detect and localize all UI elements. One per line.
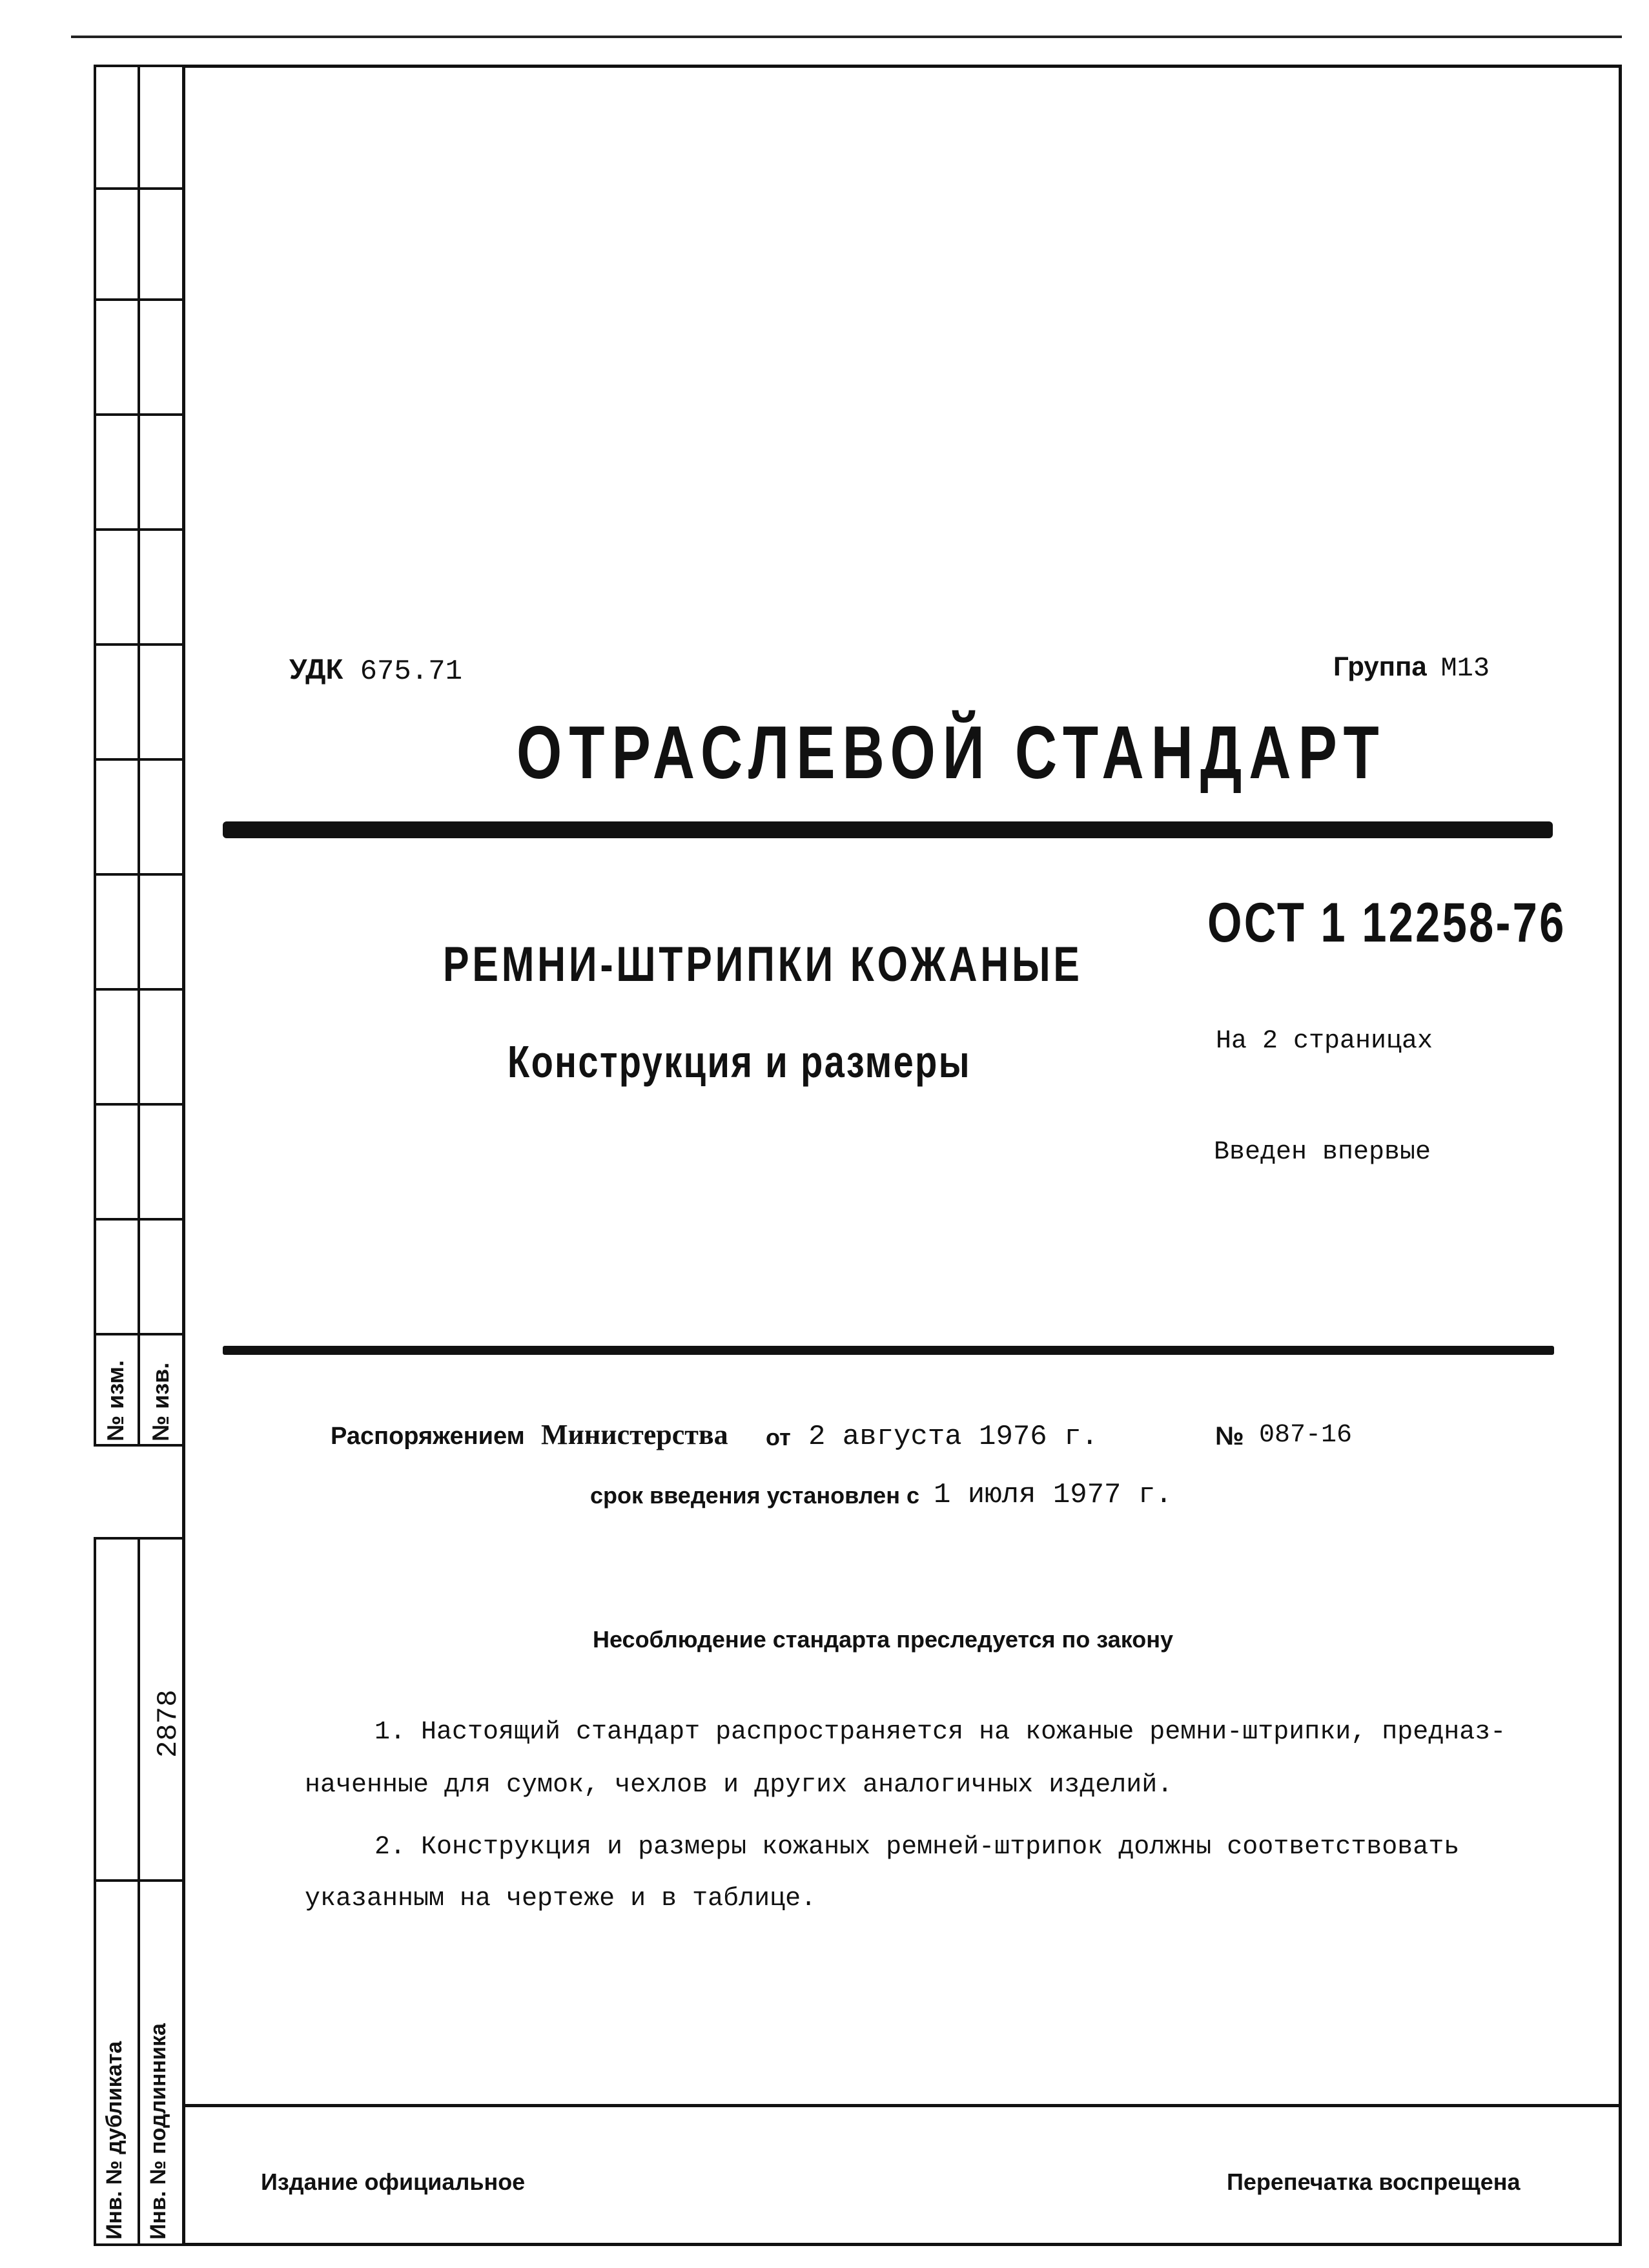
- side-stamp-upper-divider: [138, 65, 140, 1447]
- side-cell-line: [94, 758, 185, 761]
- term-date: 1 июля 1977 г.: [934, 1479, 1173, 1511]
- group-value: М13: [1440, 653, 1490, 684]
- paragraph-1-line-1: 1. Настоящий стандарт распространяется на кожаные ремни-штрипки, предназ-: [374, 1718, 1506, 1747]
- side-cell-line: [94, 1103, 185, 1106]
- ministry-text: Министерства: [541, 1419, 728, 1450]
- udk-label: УДК: [289, 654, 343, 685]
- paragraph-2-line-1: 2. Конструкция и размеры кожаных ремней-штрипок должны соответствовать: [374, 1833, 1460, 1862]
- top-thick-rule: [223, 821, 1553, 838]
- side-cell-line: [94, 1879, 185, 1882]
- standard-number: ОСТ 1 12258-76: [1207, 892, 1566, 954]
- change-number-label: № изм.: [102, 1360, 128, 1441]
- duplicate-inventory-label: Инв. № дубликата: [102, 2041, 127, 2240]
- top-border-line: [71, 36, 1622, 38]
- paragraph-1-line-2: наченные для сумок, чехлов и других аналогичных изделий.: [305, 1771, 1173, 1800]
- side-cell-line: [94, 873, 185, 876]
- original-inventory-label: Инв. № подлинника: [146, 2023, 170, 2240]
- inventory-number-value: 2878: [152, 1689, 185, 1758]
- footer-top-line: [182, 2104, 1622, 2107]
- standard-name: РЕМНИ-ШТРИПКИ КОЖАНЫЕ: [443, 937, 1083, 992]
- side-cell-line: [94, 413, 185, 416]
- side-cell-line: [94, 187, 185, 190]
- legal-warning: Несоблюдение стандарта преследуется по закону: [593, 1626, 1174, 1653]
- side-cell-line: [94, 298, 185, 301]
- order-date: 2 августа 1976 г.: [808, 1421, 1098, 1453]
- side-cell-line: [94, 528, 185, 531]
- side-cell-line: [94, 988, 185, 991]
- udk-value: 675.71: [360, 655, 463, 688]
- order-label: Распоряжением: [331, 1423, 525, 1450]
- term-label: срок введения установлен с: [590, 1482, 919, 1509]
- udk-line: [289, 654, 462, 688]
- paragraph-2-line-2: указанным на чертеже и в таблице.: [305, 1884, 817, 1913]
- notice-number-label: № изв.: [147, 1362, 174, 1441]
- side-stamp-lower-divider: [138, 1537, 140, 2246]
- side-cell-line: [94, 643, 185, 646]
- document-type-title: ОТРАСЛЕВОЙ СТАНДАРТ: [517, 710, 1386, 794]
- group-label: Группа: [1333, 651, 1427, 681]
- side-cell-line: [94, 1333, 185, 1335]
- footer-official-edition: Издание официальное: [261, 2169, 526, 2195]
- order-date-prefix: от: [766, 1424, 791, 1450]
- standard-subtitle: Конструкция и размеры: [507, 1036, 971, 1087]
- order-line: [331, 1423, 525, 1450]
- page-count: На 2 страницах: [1216, 1027, 1433, 1056]
- side-cell-line: [94, 1218, 185, 1221]
- order-number: 087-16: [1259, 1421, 1353, 1450]
- footer-reprint-prohibited: Перепечатка воспрещена: [1227, 2169, 1521, 2195]
- introduced-note: Введен впервые: [1214, 1138, 1431, 1167]
- bottom-thick-rule: [223, 1346, 1554, 1355]
- order-number-sign: №: [1215, 1422, 1244, 1450]
- group-line: [1333, 651, 1490, 684]
